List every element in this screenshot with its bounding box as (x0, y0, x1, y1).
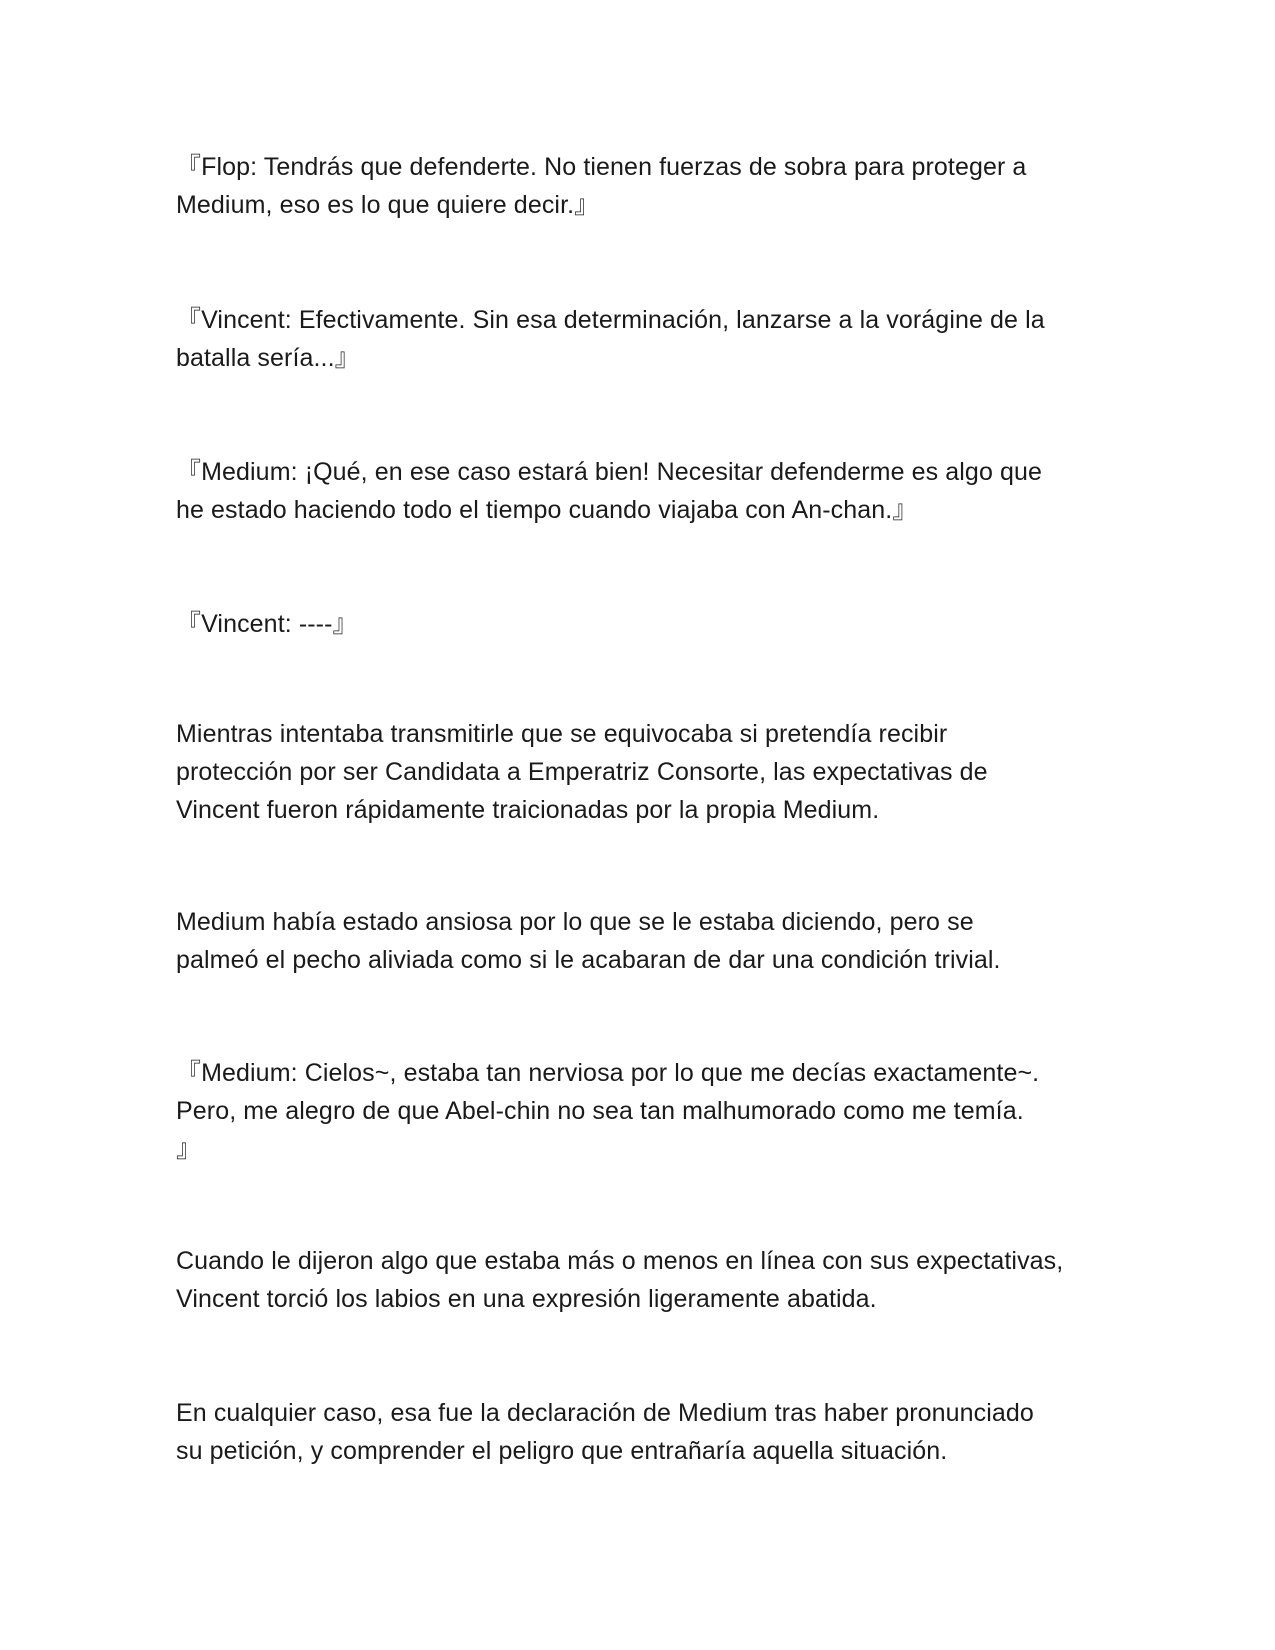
paragraph-line: Vincent fueron rápidamente traicionadas por la propia Medium. (176, 796, 880, 824)
paragraph-9 (176, 1394, 1106, 1470)
paragraph-line: protección por ser Candidata a Emperatriz Consorte, las expectativas de (176, 758, 988, 786)
paragraph-line: Cuando le dijeron algo que estaba más o menos en línea con sus expectativas, (176, 1247, 1064, 1275)
paragraph-line: En cualquier caso, esa fue la declaración de Medium tras haber pronunciado (176, 1399, 1034, 1427)
paragraph-line: palmeó el pecho aliviada como si le acabaran de dar una condición trivial. (176, 946, 1001, 974)
paragraph-line: Vincent torció los labios en una expresión ligeramente abatida. (176, 1285, 877, 1313)
paragraph-line: 『Vincent: ----』 (176, 610, 358, 638)
paragraph-8 (176, 1242, 1106, 1318)
paragraph-line: Medium había estado ansiosa por lo que se le estaba diciendo, pero se (176, 908, 974, 936)
paragraph-line: Pero, me alegro de que Abel-chin no sea tan malhumorado como me temía. (176, 1097, 1024, 1125)
paragraph-5 (176, 715, 1106, 829)
paragraph-3 (176, 453, 1106, 529)
paragraph-2 (176, 301, 1106, 377)
paragraph-4 (176, 605, 1106, 643)
paragraph-7 (176, 1054, 1106, 1168)
paragraph-1 (176, 148, 1106, 224)
paragraph-line: batalla sería...』 (176, 344, 360, 372)
paragraph-6 (176, 903, 1106, 979)
paragraph-line: 『Flop: Tendrás que defenderte. No tienen fuerzas de sobra para proteger a (176, 153, 1027, 181)
paragraph-line: he estado haciendo todo el tiempo cuando viajaba con An-chan.』 (176, 496, 918, 524)
paragraph-line: 』 (176, 1135, 202, 1163)
paragraph-line: Mientras intentaba transmitirle que se equivocaba si pretendía recibir (176, 720, 948, 748)
paragraph-line: 『Medium: ¡Qué, en ese caso estará bien! Necesitar defenderme es algo que (176, 458, 1043, 486)
paragraph-line: su petición, y comprender el peligro que entrañaría aquella situación. (176, 1437, 948, 1465)
paragraph-line: 『Vincent: Efectivamente. Sin esa determinación, lanzarse a la vorágine de la (176, 306, 1045, 334)
paragraph-line: 『Medium: Cielos~, estaba tan nerviosa por lo que me decías exactamente~. (176, 1059, 1040, 1087)
paragraph-line: Medium, eso es lo que quiere decir.』 (176, 191, 600, 219)
